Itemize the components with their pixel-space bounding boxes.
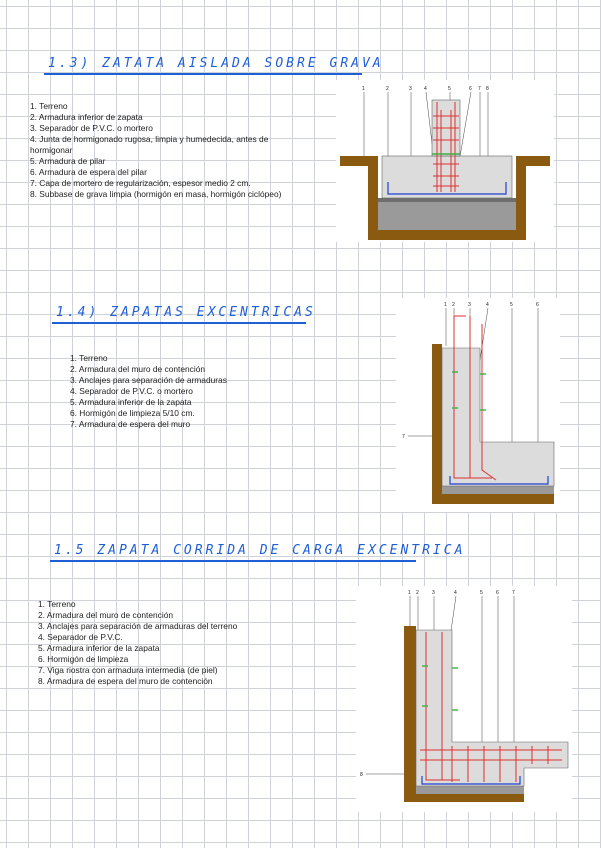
section-3-title-underline: [50, 560, 416, 562]
legend-item: 1. Terreno: [30, 101, 68, 111]
section-1-legend: [30, 101, 310, 200]
legend-item: 2. Armadura inferior de zapata: [30, 112, 143, 122]
strip-footing-diagram: [356, 586, 572, 812]
legend-item: 4. Separador de P.V.C. o mortero: [70, 386, 193, 396]
figure-label: 6: [496, 590, 499, 596]
gravel-subbase: [378, 202, 516, 230]
mortar-layer: [378, 198, 516, 202]
section-3-title: 1.5 ZAPATA CORRIDA DE CARGA EXCENTRICA: [54, 543, 466, 558]
figure-label: 4: [454, 590, 457, 596]
figure-label: 1: [444, 302, 447, 308]
wall-footing-beam-concrete: [416, 630, 568, 786]
figure-label: 5: [510, 302, 513, 308]
legend-item: 7. Capa de mortero de regularización, espesor medio 2 cm.: [30, 178, 251, 188]
legend-item: 3. Anclajes para separación de armaduras del terreno: [38, 621, 238, 631]
legend-item: 5. Armadura inferior de la zapata: [70, 397, 192, 407]
legend-item: 6. Armadura de espera del pilar: [30, 167, 147, 177]
blinding-concrete: [416, 786, 524, 794]
figure-label: 4: [424, 86, 427, 92]
figure-label: 6: [469, 86, 472, 92]
figure-label: 2: [416, 590, 419, 596]
legend-item: 4. Separador de P.V.C.: [38, 632, 123, 642]
figure-label: 1: [408, 590, 411, 596]
legend-item: 1. Terreno: [38, 599, 76, 609]
legend-item: 1. Terreno: [70, 353, 108, 363]
figure-label: 3: [432, 590, 435, 596]
figure-label: 6: [536, 302, 539, 308]
figure-label: 8: [360, 772, 363, 778]
eccentric-footing-diagram: [396, 298, 560, 512]
section-2-legend: [70, 353, 310, 430]
blinding-concrete: [442, 486, 554, 494]
figure-label: 3: [409, 86, 412, 92]
wall-and-footing-concrete: [442, 348, 554, 486]
legend-item: 2. Armadura del muro de contención: [38, 610, 174, 620]
isolated-footing-diagram: [336, 80, 554, 242]
section-1-title-underline: [44, 73, 362, 75]
figure-label: 5: [448, 86, 451, 92]
figure-label: 2: [452, 302, 455, 308]
figure-label: 7: [402, 434, 405, 440]
figure-number-labels: [362, 86, 489, 92]
figure-label: 8: [486, 86, 489, 92]
legend-item: 7. Viga riostra con armadura intermedia (de piel): [38, 665, 218, 675]
legend-item: 3. Separador de P.V.C. o mortero: [30, 123, 153, 133]
figure-label: 2: [386, 86, 389, 92]
legend-item: 8. Armadura de espera del muro de contención: [38, 676, 213, 686]
legend-item: 2. Armadura del muro de contención: [70, 364, 206, 374]
legend-item: 5. Armadura inferior de la zapata: [38, 643, 160, 653]
footing-concrete: [382, 156, 512, 198]
figure-label: 5: [480, 590, 483, 596]
legend-item: 7. Armadura de espera del muro: [70, 419, 191, 429]
legend-item: 8. Subbase de grava limpia (hormigón en masa, hormigón ciclópeo): [30, 189, 282, 199]
figure-label: 7: [512, 590, 515, 596]
figure-label: 3: [468, 302, 471, 308]
figure-label: 1: [362, 86, 365, 92]
figure-label: 4: [486, 302, 489, 308]
legend-item: 5. Armadura de pilar: [30, 156, 106, 166]
figure-label: 7: [478, 86, 481, 92]
section-1-title: 1.3) ZATATA AISLADA SOBRE GRAVA: [48, 56, 384, 71]
legend-item: 6. Hormigón de limpieza: [38, 654, 129, 664]
legend-item: 3. Anclajes para separación de armaduras: [70, 375, 227, 385]
section-2-title: 1.4) ZAPATAS EXCENTRICAS: [56, 305, 316, 320]
legend-item: 4. Junta de hormigonado rugosa, limpia y humedecida, antes de hormigonar: [30, 134, 269, 155]
section-2-title-underline: [52, 322, 306, 324]
legend-item: 6. Hormigón de limpieza 5/10 cm.: [70, 408, 195, 418]
section-3-legend: [38, 599, 328, 687]
